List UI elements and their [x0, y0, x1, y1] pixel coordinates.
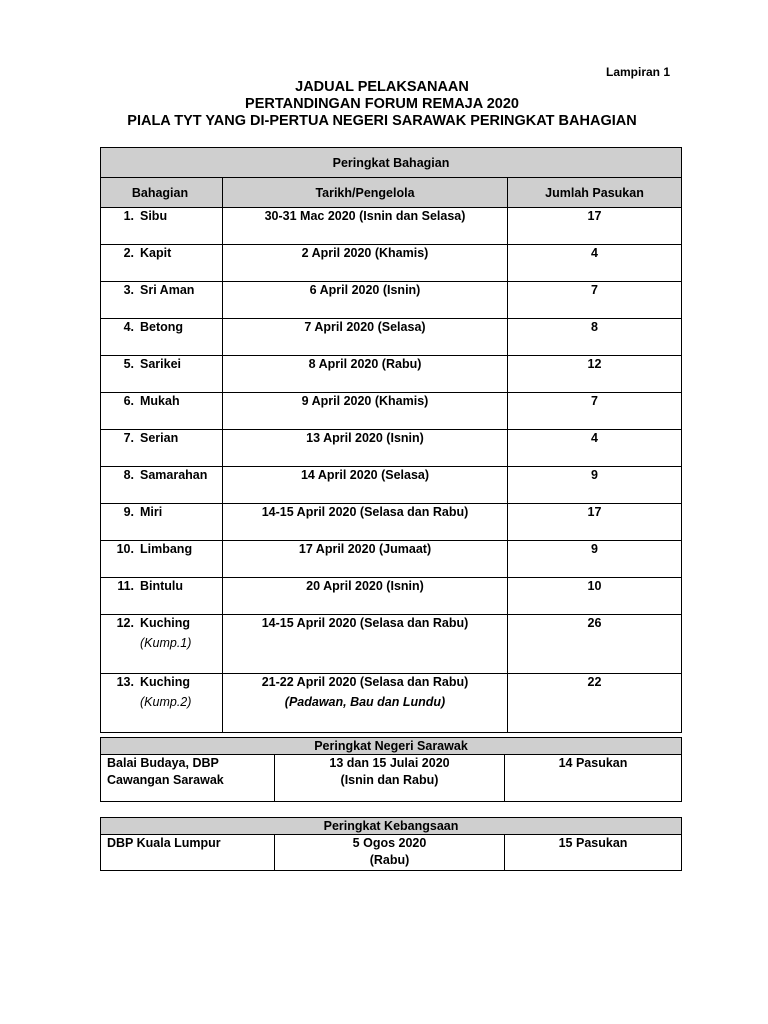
date-text: 9 April 2020 (Khamis) [301, 394, 429, 408]
date-text: 14-15 April 2020 (Selasa dan Rabu) [261, 505, 469, 519]
date-text: 8 April 2020 (Rabu) [308, 357, 422, 371]
bahagian-name: Limbang [140, 542, 193, 556]
date-text: 21-22 April 2020 (Selasa dan Rabu) [261, 675, 469, 689]
bahagian-cell [101, 615, 223, 674]
bahagian-cell [101, 541, 223, 578]
teams-cell: 17 [508, 208, 682, 245]
date-cell [223, 208, 508, 245]
date-text: 17 April 2020 (Jumaat) [298, 542, 432, 556]
title-line-1: JADUAL PELAKSANAAN [295, 79, 469, 95]
bahagian-name: Kapit [140, 246, 172, 260]
teams-cell: 14 Pasukan [505, 755, 682, 802]
bahagian-cell [101, 356, 223, 393]
bahagian-cell [101, 319, 223, 356]
date-text: 14 April 2020 (Selasa) [300, 468, 430, 482]
negeri-schedule-table [100, 737, 682, 802]
date-cell [223, 504, 508, 541]
header-jumlah: Jumlah Pasukan [508, 178, 682, 208]
bahagian-name: Sarikei [140, 357, 182, 371]
bahagian-cell [101, 504, 223, 541]
date-cell [275, 835, 505, 871]
bahagian-name: Miri [140, 505, 163, 519]
date-cell [223, 430, 508, 467]
date-line-2: (Isnin dan Rabu) [340, 773, 439, 787]
venue-cell [101, 755, 275, 802]
date-line-1: 5 Ogos 2020 [352, 836, 427, 850]
date-cell [223, 467, 508, 504]
teams-cell: 10 [508, 578, 682, 615]
table-row [101, 319, 682, 356]
bahagian-cell [101, 674, 223, 733]
date-cell [223, 282, 508, 319]
teams-cell: 22 [508, 674, 682, 733]
date-cell [223, 578, 508, 615]
venue-line-1: Balai Budaya, DBP [107, 756, 219, 770]
date-text: 7 April 2020 (Selasa) [304, 320, 426, 334]
band-peringkat-kebangsaan: Peringkat Kebangsaan [101, 818, 682, 835]
row-number: 9. [123, 505, 134, 519]
appendix-label: Lampiran 1 [606, 65, 671, 79]
date-cell [223, 319, 508, 356]
date-text: 6 April 2020 (Isnin) [309, 283, 421, 297]
group-label: (Kump.2) [140, 695, 192, 709]
teams-cell: 26 [508, 615, 682, 674]
teams-cell: 7 [508, 393, 682, 430]
row-number: 11. [117, 579, 134, 593]
row-number: 12. [116, 616, 134, 630]
bahagian-cell [101, 245, 223, 282]
header-tarikh: Tarikh/Pengelola [223, 178, 508, 208]
date-text: 20 April 2020 (Isnin) [306, 579, 424, 593]
date-cell [223, 615, 508, 674]
bahagian-name: Bintulu [140, 579, 184, 593]
date-cell [223, 245, 508, 282]
row-number: 13. [116, 675, 134, 689]
table-row [101, 467, 682, 504]
teams-cell: 15 Pasukan [505, 835, 682, 871]
row-number: 7. [123, 431, 134, 445]
teams-cell: 17 [508, 504, 682, 541]
table-row [101, 835, 682, 871]
title-line-3: PIALA TYT YANG DI-PERTUA NEGERI SARAWAK PERINGKAT BAHAGIAN [127, 113, 637, 129]
table-row [101, 755, 682, 802]
date-text: 14-15 April 2020 (Selasa dan Rabu) [261, 616, 469, 630]
row-number: 2. [123, 246, 134, 260]
bahagian-cell [101, 208, 223, 245]
teams-cell: 9 [508, 541, 682, 578]
table-row [101, 541, 682, 578]
row-number: 10. [116, 542, 134, 556]
band-peringkat-negeri: Peringkat Negeri Sarawak [101, 738, 682, 755]
table-row [101, 674, 682, 733]
table-row [101, 282, 682, 319]
bahagian-cell [101, 467, 223, 504]
venue-cell: DBP Kuala Lumpur [101, 835, 275, 871]
date-text: 30-31 Mac 2020 (Isnin dan Selasa) [264, 209, 466, 223]
table-row [101, 208, 682, 245]
bahagian-name: Kuching [140, 616, 190, 630]
bahagian-name: Sri Aman [140, 283, 195, 297]
date-line-2: (Rabu) [369, 853, 410, 867]
band-peringkat-bahagian: Peringkat Bahagian [101, 148, 682, 178]
document-title [0, 79, 768, 130]
group-label: (Kump.1) [140, 636, 192, 650]
table-row [101, 615, 682, 674]
bahagian-cell [101, 578, 223, 615]
row-number: 3. [123, 283, 134, 297]
teams-cell: 8 [508, 319, 682, 356]
date-text: 2 April 2020 (Khamis) [301, 246, 429, 260]
table-header-row [101, 178, 682, 208]
row-number: 1. [123, 209, 134, 223]
table-row [101, 245, 682, 282]
date-cell [223, 393, 508, 430]
date-text: 13 April 2020 (Isnin) [306, 431, 424, 445]
title-line-2: PERTANDINGAN FORUM REMAJA 2020 [245, 96, 519, 112]
bahagian-cell [101, 393, 223, 430]
teams-cell: 9 [508, 467, 682, 504]
bahagian-name: Mukah [140, 394, 180, 408]
venue-line-2: Cawangan Sarawak [107, 773, 224, 787]
bahagian-name: Sibu [140, 209, 168, 223]
table-row [101, 393, 682, 430]
table-band-row [101, 148, 682, 178]
teams-cell: 4 [508, 430, 682, 467]
date-cell [223, 541, 508, 578]
table-row [101, 578, 682, 615]
bahagian-name: Betong [140, 320, 184, 334]
date-cell [275, 755, 505, 802]
bahagian-cell [101, 282, 223, 319]
bahagian-name: Kuching [140, 675, 190, 689]
teams-cell: 4 [508, 245, 682, 282]
bahagian-name: Serian [140, 431, 179, 445]
header-bahagian: Bahagian [101, 178, 223, 208]
teams-cell: 7 [508, 282, 682, 319]
bahagian-schedule-table [100, 147, 682, 733]
table-row [101, 430, 682, 467]
date-cell [223, 674, 508, 733]
row-number: 8. [123, 468, 134, 482]
table-row [101, 504, 682, 541]
date-line-1: 13 dan 15 Julai 2020 [329, 756, 450, 770]
bahagian-cell [101, 430, 223, 467]
row-number: 6. [123, 394, 134, 408]
organizer-note: (Padawan, Bau dan Lundu) [284, 695, 446, 709]
kebangsaan-schedule-table [100, 817, 682, 871]
table-row [101, 356, 682, 393]
teams-cell: 12 [508, 356, 682, 393]
row-number: 5. [123, 357, 134, 371]
bahagian-name: Samarahan [140, 468, 208, 482]
row-number: 4. [123, 320, 134, 334]
date-cell [223, 356, 508, 393]
